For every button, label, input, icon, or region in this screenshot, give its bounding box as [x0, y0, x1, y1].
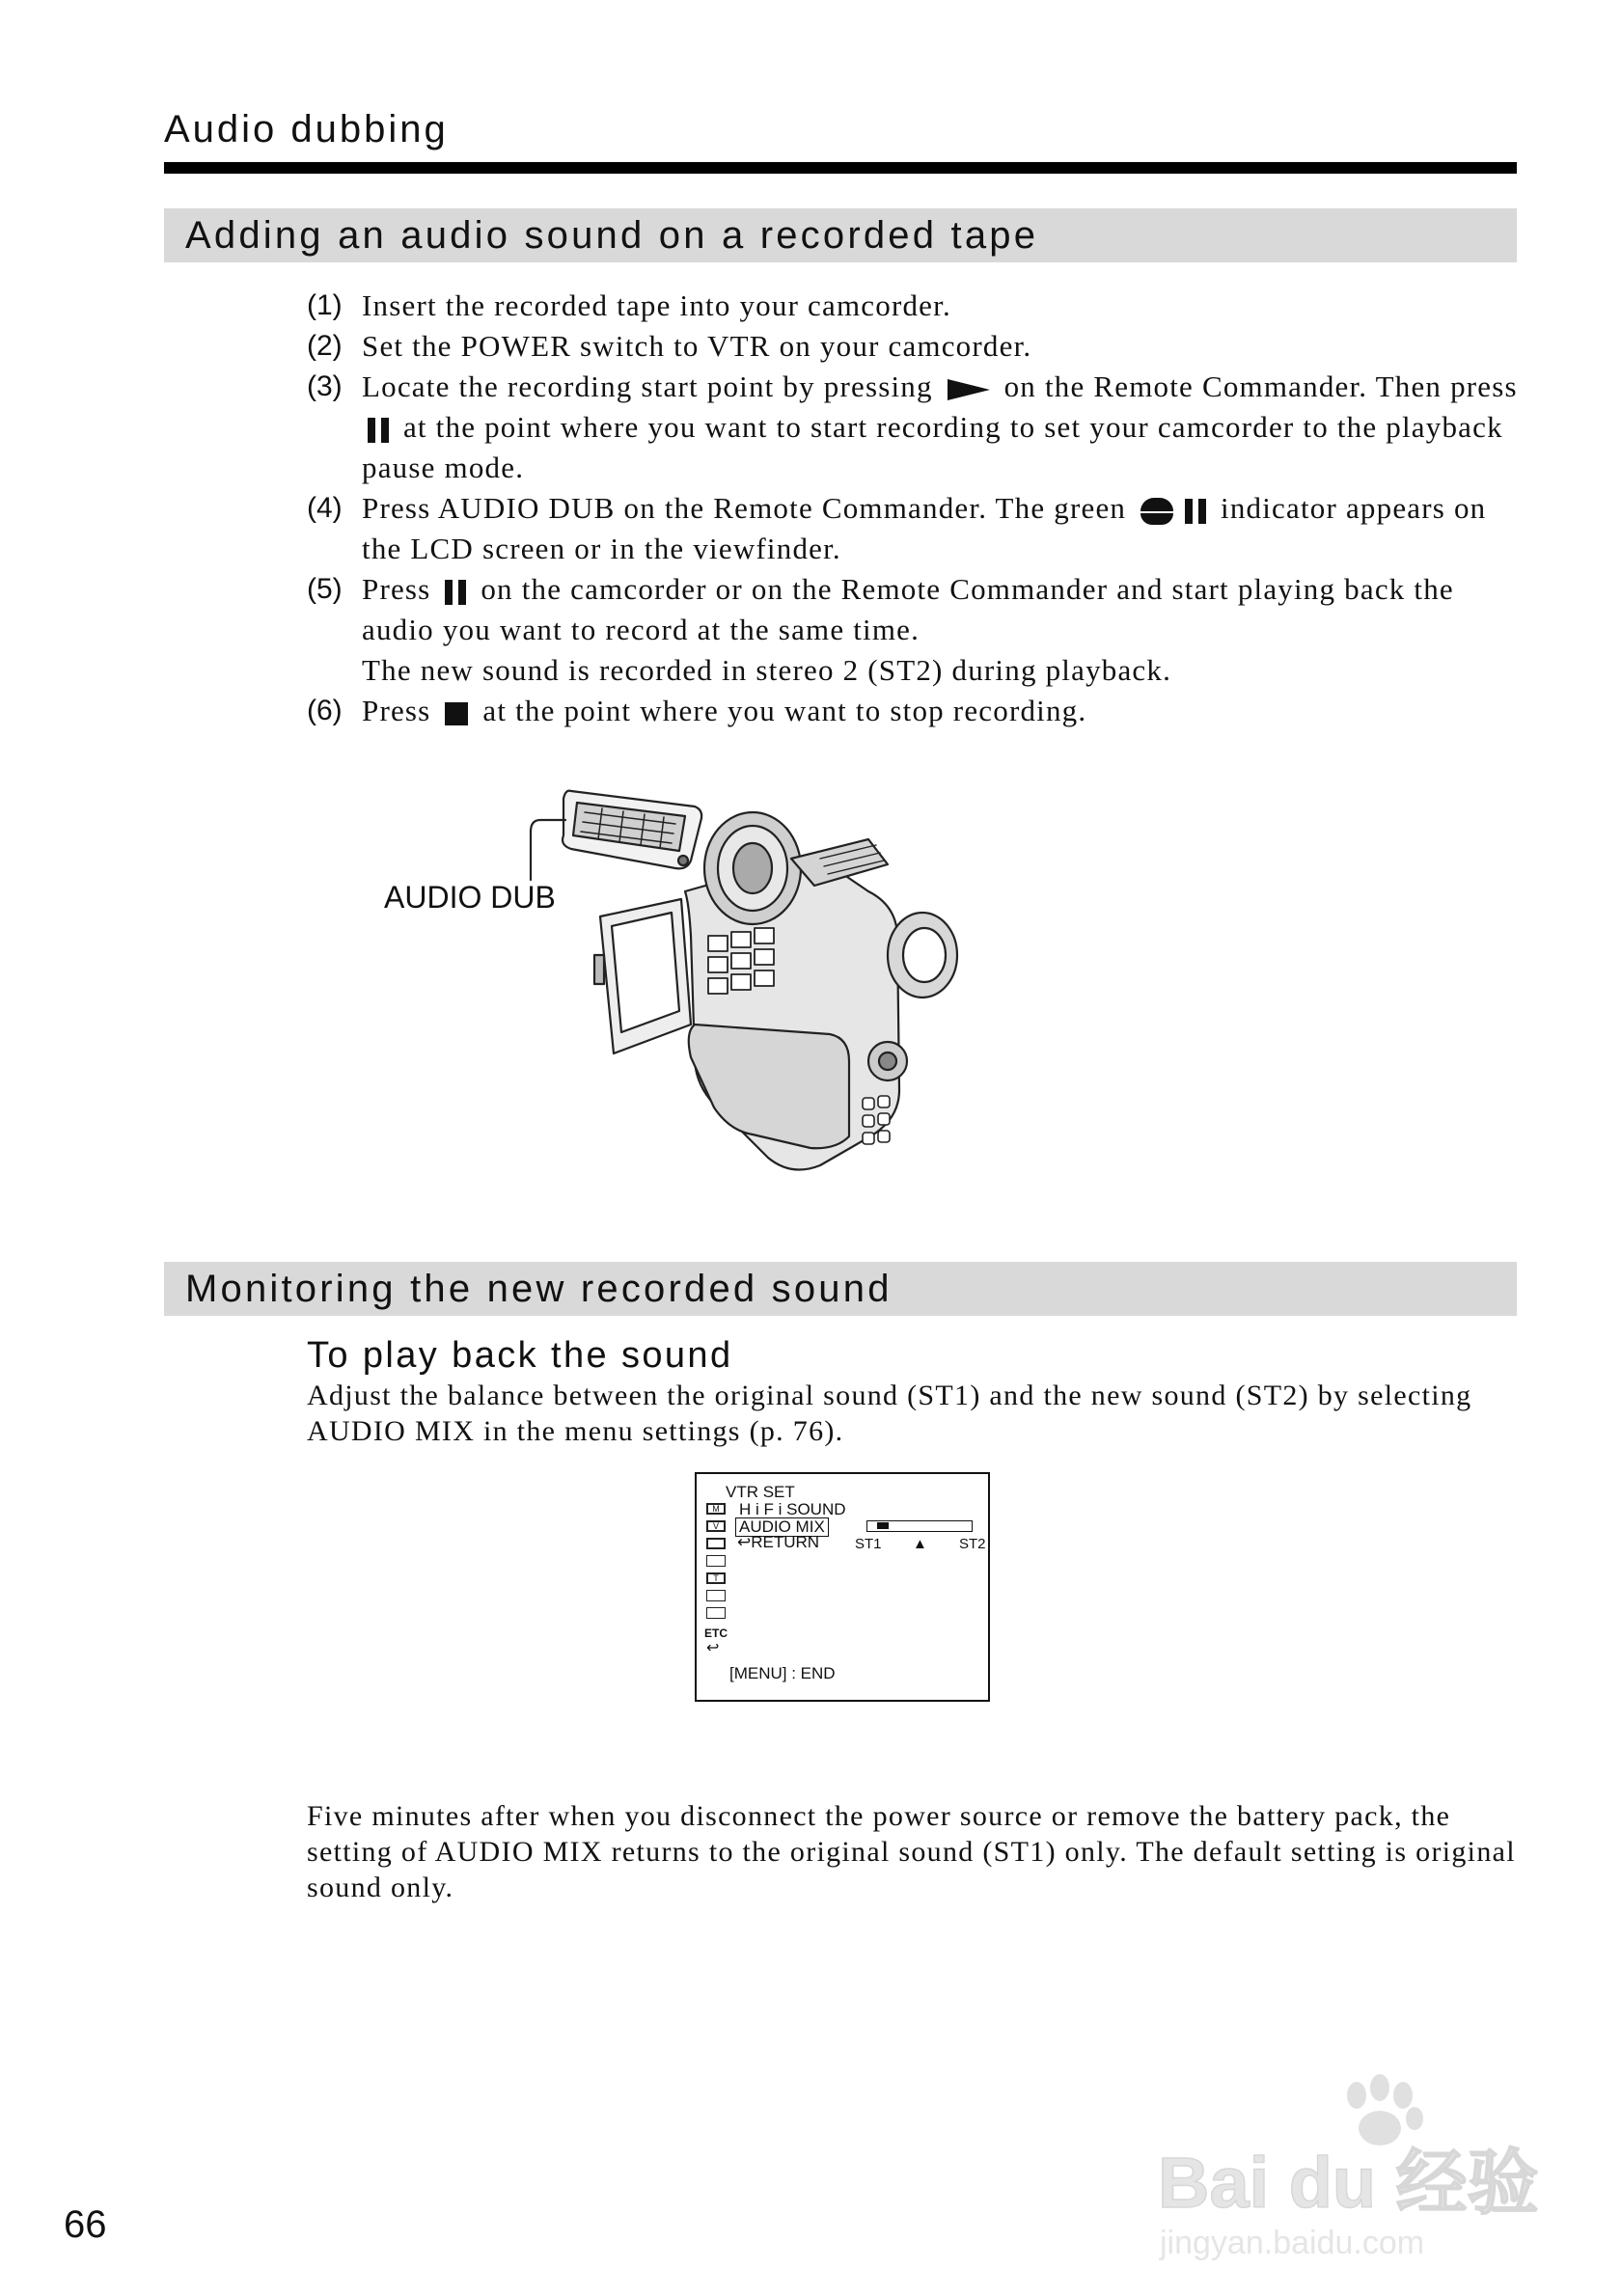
- steps-list: [307, 286, 1523, 731]
- step-number: (6): [307, 695, 343, 726]
- step-4: [307, 488, 1523, 569]
- step-2: [307, 326, 1523, 367]
- tape-set-icon: T: [706, 1572, 726, 1584]
- menu-footer: [MENU] : END: [729, 1664, 836, 1682]
- step-number: (4): [307, 492, 343, 524]
- pause-icon: [1185, 499, 1206, 524]
- step-text: Press: [362, 694, 431, 727]
- section-heading-adding-audio: Adding an audio sound on a recorded tape: [164, 208, 1517, 262]
- audio-mix-balance-indicator: [877, 1522, 889, 1529]
- pause-icon: [368, 418, 389, 443]
- battery-grip: [689, 1025, 849, 1148]
- return-arrow-icon: ↩: [737, 1533, 752, 1551]
- return-icon: ↩: [706, 1640, 720, 1656]
- vtr-set-menu-screen: [695, 1472, 990, 1702]
- step-5: [307, 569, 1523, 691]
- scale-label-st2: ST2: [959, 1536, 986, 1552]
- watermark-url: jingyan.baidu.com: [1160, 2225, 1425, 2261]
- step-text: Insert the recorded tape into your camcorder.: [362, 288, 951, 322]
- watermark-logo-text: Bai du 经验: [1158, 2143, 1539, 2223]
- paw-logo-icon: [1347, 2074, 1423, 2146]
- menu-item-audio-mix: AUDIO MIX: [735, 1517, 829, 1537]
- step-number: (3): [307, 370, 343, 402]
- camera-set-icon: M: [706, 1503, 726, 1515]
- camcorder-control-buttons: [708, 928, 774, 994]
- remote-commander-illustration: [563, 791, 701, 869]
- audio-dub-indicator-icon: [1140, 498, 1173, 525]
- stop-icon: [445, 702, 468, 725]
- section-heading-monitoring: Monitoring the new recorded sound: [164, 1262, 1517, 1316]
- header-rule: [164, 162, 1517, 174]
- step-text: Locate the recording start point by pressing: [362, 369, 933, 403]
- step-number: (5): [307, 573, 343, 605]
- menu-item-return: ↩RETURN: [737, 1533, 820, 1551]
- play-icon: [948, 379, 990, 400]
- step-text: Press: [362, 572, 431, 606]
- step-number: (2): [307, 330, 343, 362]
- step-text: at the point where you want to stop recording.: [482, 694, 1087, 727]
- step-text: at the point where you want to start recording to set your camcorder to the playback pause mode.: [362, 410, 1503, 484]
- scale-marker-icon: ▲: [913, 1536, 927, 1552]
- camcorder-illustration: [594, 812, 957, 1170]
- step-note: The new sound is recorded in stereo 2 (ST2) during playback.: [362, 653, 1172, 687]
- vtr-set-icon: V: [706, 1520, 726, 1532]
- step-text: Set the POWER switch to VTR on your camcorder.: [362, 329, 1032, 363]
- baidu-jingyan-watermark: [1154, 2074, 1540, 2267]
- step-text: indicator appears on the LCD screen or in the viewfinder.: [362, 491, 1487, 565]
- step-3: [307, 367, 1523, 488]
- menu-title: VTR SET: [726, 1483, 795, 1501]
- cassette-icon: [706, 1590, 726, 1601]
- memory-set-icon: [706, 1555, 726, 1567]
- setup-menu-icon: [706, 1607, 726, 1619]
- audio-mix-balance-bar: [866, 1520, 973, 1532]
- lcd-set-icon: [706, 1538, 726, 1549]
- audio-dub-callout-label: AUDIO DUB: [384, 880, 556, 915]
- instruction-paragraph: Adjust the balance between the original sound (ST1) and the new sound (ST2) by selecting AUDIO MIX in the menu settings (p. 76).: [307, 1380, 1472, 1447]
- step-text: Press AUDIO DUB on the Remote Commander. The green: [362, 491, 1127, 525]
- running-title: Audio dubbing: [164, 108, 449, 150]
- pause-icon: [445, 580, 466, 605]
- note-paragraph: Five minutes after when you disconnect the power source or remove the battery pack, the setting of AUDIO MIX returns to the original sound (ST1) only. The default setting is original sound only.: [307, 1800, 1516, 1903]
- scale-label-st1: ST1: [855, 1536, 882, 1552]
- page-number: 66: [64, 2203, 107, 2246]
- step-number: (1): [307, 289, 343, 321]
- callout-line: [531, 820, 565, 880]
- step-6: [307, 691, 1523, 731]
- camcorder-remote-illustration: [367, 772, 1100, 1196]
- subheading-play-back: To play back the sound: [307, 1335, 733, 1376]
- menu-item-hifi-sound: H i F i SOUND: [739, 1500, 846, 1518]
- step-text: on the camcorder or on the Remote Commander and start playing back the audio you want to record at the same time.: [362, 572, 1454, 646]
- step-text: on the Remote Commander. Then press: [1003, 369, 1518, 403]
- etc-label: ETC: [704, 1626, 728, 1640]
- step-1: [307, 286, 1523, 326]
